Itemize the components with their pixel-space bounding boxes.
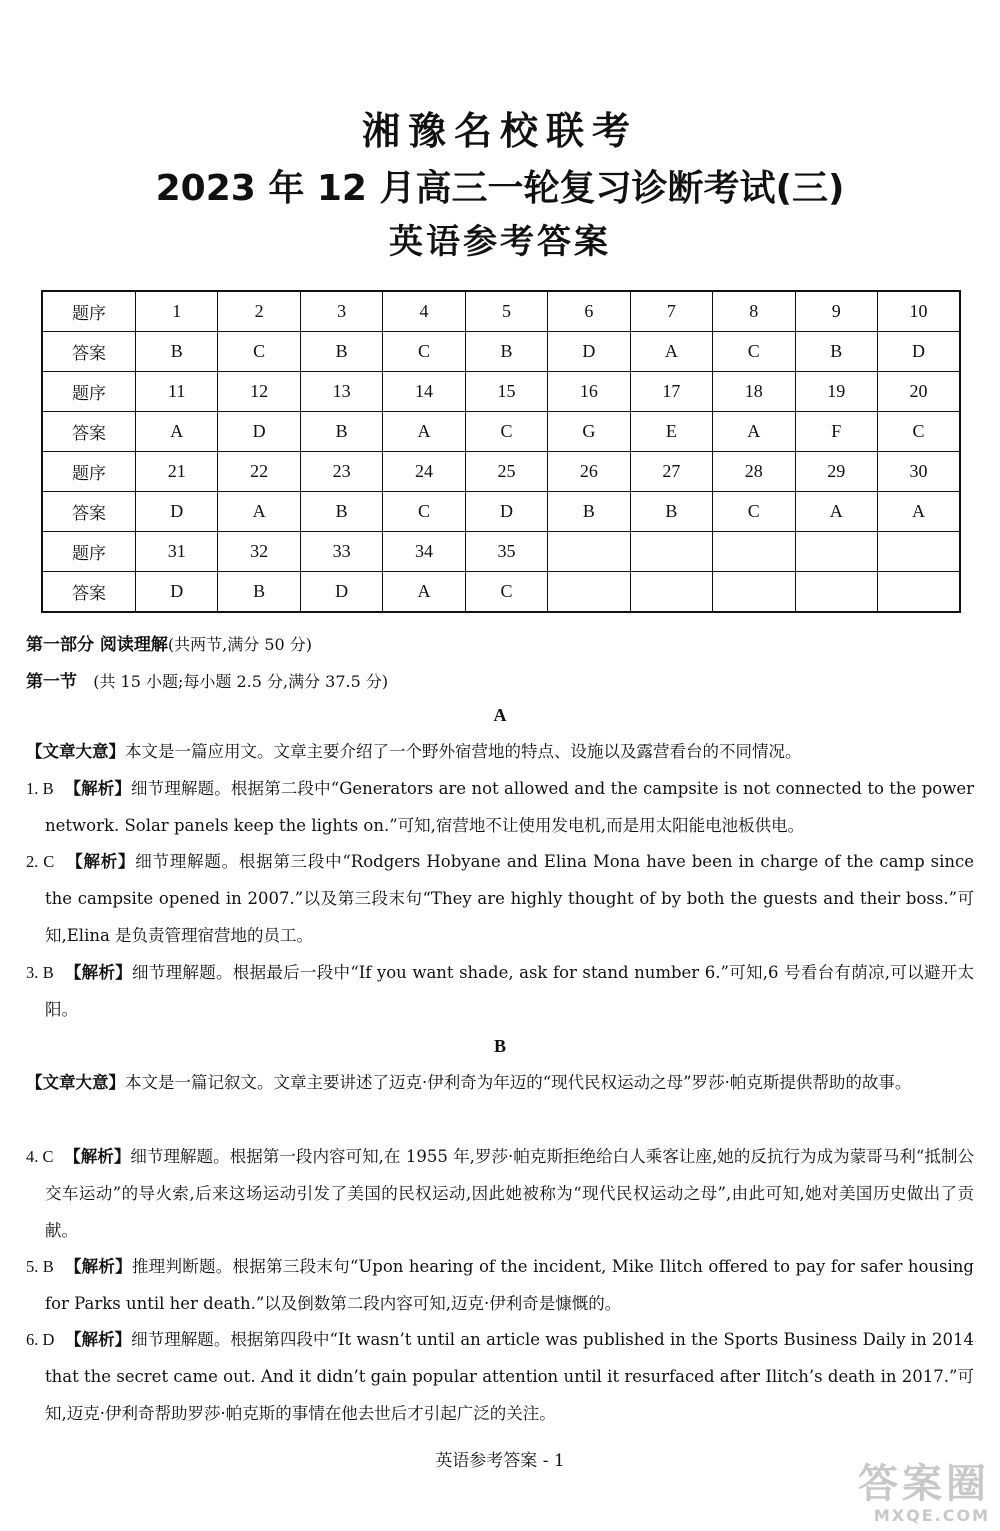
question-number-cell: 16 xyxy=(548,372,630,412)
answer-cell xyxy=(713,572,795,613)
answer-cell: B xyxy=(136,332,218,372)
analysis-tag: 【解析】 xyxy=(65,1330,132,1349)
answer-cell: A xyxy=(383,412,465,452)
question-number-cell: 34 xyxy=(383,532,465,572)
answer-row-label: 答案 xyxy=(42,412,136,452)
answer-cell: A xyxy=(877,492,960,532)
analysis-text: 细节理解题。根据最后一段中“If you want shade, ask for stand number 6.”可知,6 号看台有荫凉,可以避开太阳。 xyxy=(45,963,974,1019)
item-number: 4. C xyxy=(26,1147,54,1166)
answer-row xyxy=(42,492,960,532)
passage-a-summary xyxy=(26,733,974,770)
section-one-note: (共 15 小题;每小题 2.5 分,满分 37.5 分) xyxy=(93,672,389,691)
question-number-cell: 13 xyxy=(300,372,382,412)
answer-row xyxy=(42,332,960,372)
answer-cell xyxy=(795,572,877,613)
question-number-cell: 11 xyxy=(136,372,218,412)
answer-cell: C xyxy=(383,492,465,532)
answer-cell: B xyxy=(218,572,300,613)
item-number: 3. B xyxy=(26,963,54,982)
answer-cell xyxy=(630,572,712,613)
answer-cell: B xyxy=(300,332,382,372)
answer-cell: D xyxy=(136,492,218,532)
analysis-tag: 【解析】 xyxy=(64,779,132,798)
watermark-url: MXQE.COM xyxy=(873,1506,990,1525)
summary-tag: 【文章大意】 xyxy=(26,742,125,761)
section-part-one-title: 第一部分 阅读理解 xyxy=(26,635,168,655)
answer-cell: A xyxy=(630,332,712,372)
question-number-cell: 29 xyxy=(795,452,877,492)
answer-cell: D xyxy=(465,492,547,532)
answer-cell: C xyxy=(465,572,547,613)
question-number-cell xyxy=(795,532,877,572)
watermark-text: 答案圈 xyxy=(858,1461,990,1507)
answer-cell: D xyxy=(877,332,960,372)
explanation-item xyxy=(26,1248,974,1322)
question-number-cell xyxy=(548,532,630,572)
analysis-tag: 【解析】 xyxy=(66,852,136,871)
question-number-cell: 25 xyxy=(465,452,547,492)
analysis-text: 细节理解题。根据第三段中“Rodgers Hobyane and Elina Mona have been in charge of the camp since the campsite opened in 2007.”以及第三段末句“They are highly thought of by both the guests and their boss.”可知,Elina 是负责管理宿营地的员工。 xyxy=(45,852,975,945)
question-row xyxy=(42,452,960,492)
answer-cell: A xyxy=(713,412,795,452)
answer-cell: D xyxy=(136,572,218,613)
answer-cell: C xyxy=(465,412,547,452)
answer-cell: A xyxy=(795,492,877,532)
answer-cell: C xyxy=(877,412,960,452)
passage-a-heading: A xyxy=(493,705,507,725)
answer-cell: C xyxy=(713,492,795,532)
question-number-cell: 1 xyxy=(136,291,218,332)
answer-row-label: 答案 xyxy=(42,332,136,372)
answer-cell: D xyxy=(300,572,382,613)
answer-cell xyxy=(548,572,630,613)
question-number-cell: 2 xyxy=(218,291,300,332)
question-number-cell: 24 xyxy=(383,452,465,492)
analysis-tag: 【解析】 xyxy=(64,1257,132,1276)
question-number-cell: 26 xyxy=(548,452,630,492)
question-number-cell: 14 xyxy=(383,372,465,412)
answer-row-label: 答案 xyxy=(42,572,136,613)
answer-row xyxy=(42,412,960,452)
analysis-text: 细节理解题。根据第一段内容可知,在 1955 年,罗莎·帕克斯拒绝给白人乘客让座,她的反抗行为成为蒙哥马利“抵制公交车运动”的导火索,后来这场运动引发了美国的民权运动,因此她被称为“现代民权运动之母”,由此可知,她对美国历史做出了贡献。 xyxy=(45,1147,974,1240)
answer-cell: A xyxy=(218,492,300,532)
analysis-tag: 【解析】 xyxy=(64,963,133,982)
question-number-cell xyxy=(713,532,795,572)
question-number-cell: 19 xyxy=(795,372,877,412)
section-one-title: 第一节 xyxy=(26,672,77,692)
question-number-cell xyxy=(877,532,960,572)
item-number: 1. B xyxy=(26,779,54,798)
explanation-item xyxy=(26,954,974,1028)
answer-cell: D xyxy=(548,332,630,372)
question-row xyxy=(42,372,960,412)
exam-org-title: 湘豫名校联考 xyxy=(361,109,638,153)
question-number-cell: 17 xyxy=(630,372,712,412)
question-number-cell: 6 xyxy=(548,291,630,332)
question-number-cell: 10 xyxy=(877,291,960,332)
question-number-cell: 28 xyxy=(713,452,795,492)
question-row-label: 题序 xyxy=(42,452,136,492)
answer-cell: A xyxy=(136,412,218,452)
question-number-cell: 32 xyxy=(218,532,300,572)
answer-cell: C xyxy=(713,332,795,372)
question-number-cell: 5 xyxy=(465,291,547,332)
question-number-cell: 3 xyxy=(300,291,382,332)
section-one xyxy=(26,667,388,692)
question-row-label: 题序 xyxy=(42,532,136,572)
question-number-cell xyxy=(630,532,712,572)
question-number-cell: 27 xyxy=(630,452,712,492)
answer-row-label: 答案 xyxy=(42,492,136,532)
analysis-tag: 【解析】 xyxy=(64,1147,131,1166)
question-number-cell: 4 xyxy=(383,291,465,332)
question-number-cell: 8 xyxy=(713,291,795,332)
answer-cell: F xyxy=(795,412,877,452)
explanation-item xyxy=(26,1321,974,1432)
passage-b-summary xyxy=(26,1064,974,1101)
explanation-item xyxy=(26,843,974,954)
question-number-cell: 23 xyxy=(300,452,382,492)
answer-key-title: 英语参考答案 xyxy=(389,222,611,262)
watermark-logo xyxy=(790,1462,990,1528)
page-footer: 英语参考答案 - 1 xyxy=(435,1451,565,1471)
question-number-cell: 31 xyxy=(136,532,218,572)
answer-cell: B xyxy=(548,492,630,532)
passage-b-heading: B xyxy=(493,1036,506,1056)
answer-cell: C xyxy=(218,332,300,372)
answer-cell: E xyxy=(630,412,712,452)
answer-cell: B xyxy=(300,492,382,532)
explanation-item xyxy=(26,770,974,844)
question-number-cell: 20 xyxy=(877,372,960,412)
answer-cell: D xyxy=(218,412,300,452)
question-number-cell: 30 xyxy=(877,452,960,492)
question-number-cell: 21 xyxy=(136,452,218,492)
answer-cell: B xyxy=(465,332,547,372)
answer-table xyxy=(41,290,961,613)
analysis-text: 细节理解题。根据第四段中“It wasn’t until an article was published in the Sports Business Daily in 2014 that the secret came out. And it didn’t gain popular attention until it resurfaced after Ilitch’s death in 2017.”可知,迈克·伊利奇帮助罗莎·帕克斯的事情在他去世后才引起广泛的关注。 xyxy=(45,1330,975,1423)
answer-cell xyxy=(877,572,960,613)
item-number: 6. D xyxy=(26,1330,55,1349)
explanation-item xyxy=(26,1138,974,1249)
question-row xyxy=(42,291,960,332)
question-number-cell: 18 xyxy=(713,372,795,412)
question-number-cell: 15 xyxy=(465,372,547,412)
analysis-text: 细节理解题。根据第二段中“Generators are not allowed and the campsite is not connected to the power network. Solar panels keep the lights on.”可知,宿营地不让使用发电机,而是用太阳能电池板供电。 xyxy=(45,779,974,835)
question-number-cell: 35 xyxy=(465,532,547,572)
question-number-cell: 12 xyxy=(218,372,300,412)
exam-title: 2023 年 12 月高三一轮复习诊断考试(三) xyxy=(155,168,845,209)
summary-tag: 【文章大意】 xyxy=(26,1073,125,1092)
question-row xyxy=(42,532,960,572)
answer-cell: B xyxy=(300,412,382,452)
question-number-cell: 22 xyxy=(218,452,300,492)
answer-cell: B xyxy=(795,332,877,372)
answer-cell: C xyxy=(383,332,465,372)
answer-row xyxy=(42,572,960,613)
question-row-label: 题序 xyxy=(42,372,136,412)
answer-cell: A xyxy=(383,572,465,613)
answer-cell: B xyxy=(630,492,712,532)
section-part-one-note: (共两节,满分 50 分) xyxy=(167,635,313,654)
question-number-cell: 9 xyxy=(795,291,877,332)
summary-text: 本文是一篇记叙文。文章主要讲述了迈克·伊利奇为年迈的“现代民权运动之母”罗莎·帕克斯提供帮助的故事。 xyxy=(125,1073,912,1092)
summary-text: 本文是一篇应用文。文章主要介绍了一个野外宿营地的特点、设施以及露营看台的不同情况。 xyxy=(125,742,802,761)
item-number: 2. C xyxy=(26,852,55,871)
analysis-text: 推理判断题。根据第三段末句“Upon hearing of the incident, Mike Ilitch offered to pay for safer housing for Parks until her death.”以及倒数第二段内容可知,迈克·伊利奇是慷慨的。 xyxy=(45,1257,974,1313)
answer-cell: G xyxy=(548,412,630,452)
section-part-one xyxy=(26,630,312,655)
item-number: 5. B xyxy=(26,1257,54,1276)
question-row-label: 题序 xyxy=(42,291,136,332)
question-number-cell: 33 xyxy=(300,532,382,572)
question-number-cell: 7 xyxy=(630,291,712,332)
